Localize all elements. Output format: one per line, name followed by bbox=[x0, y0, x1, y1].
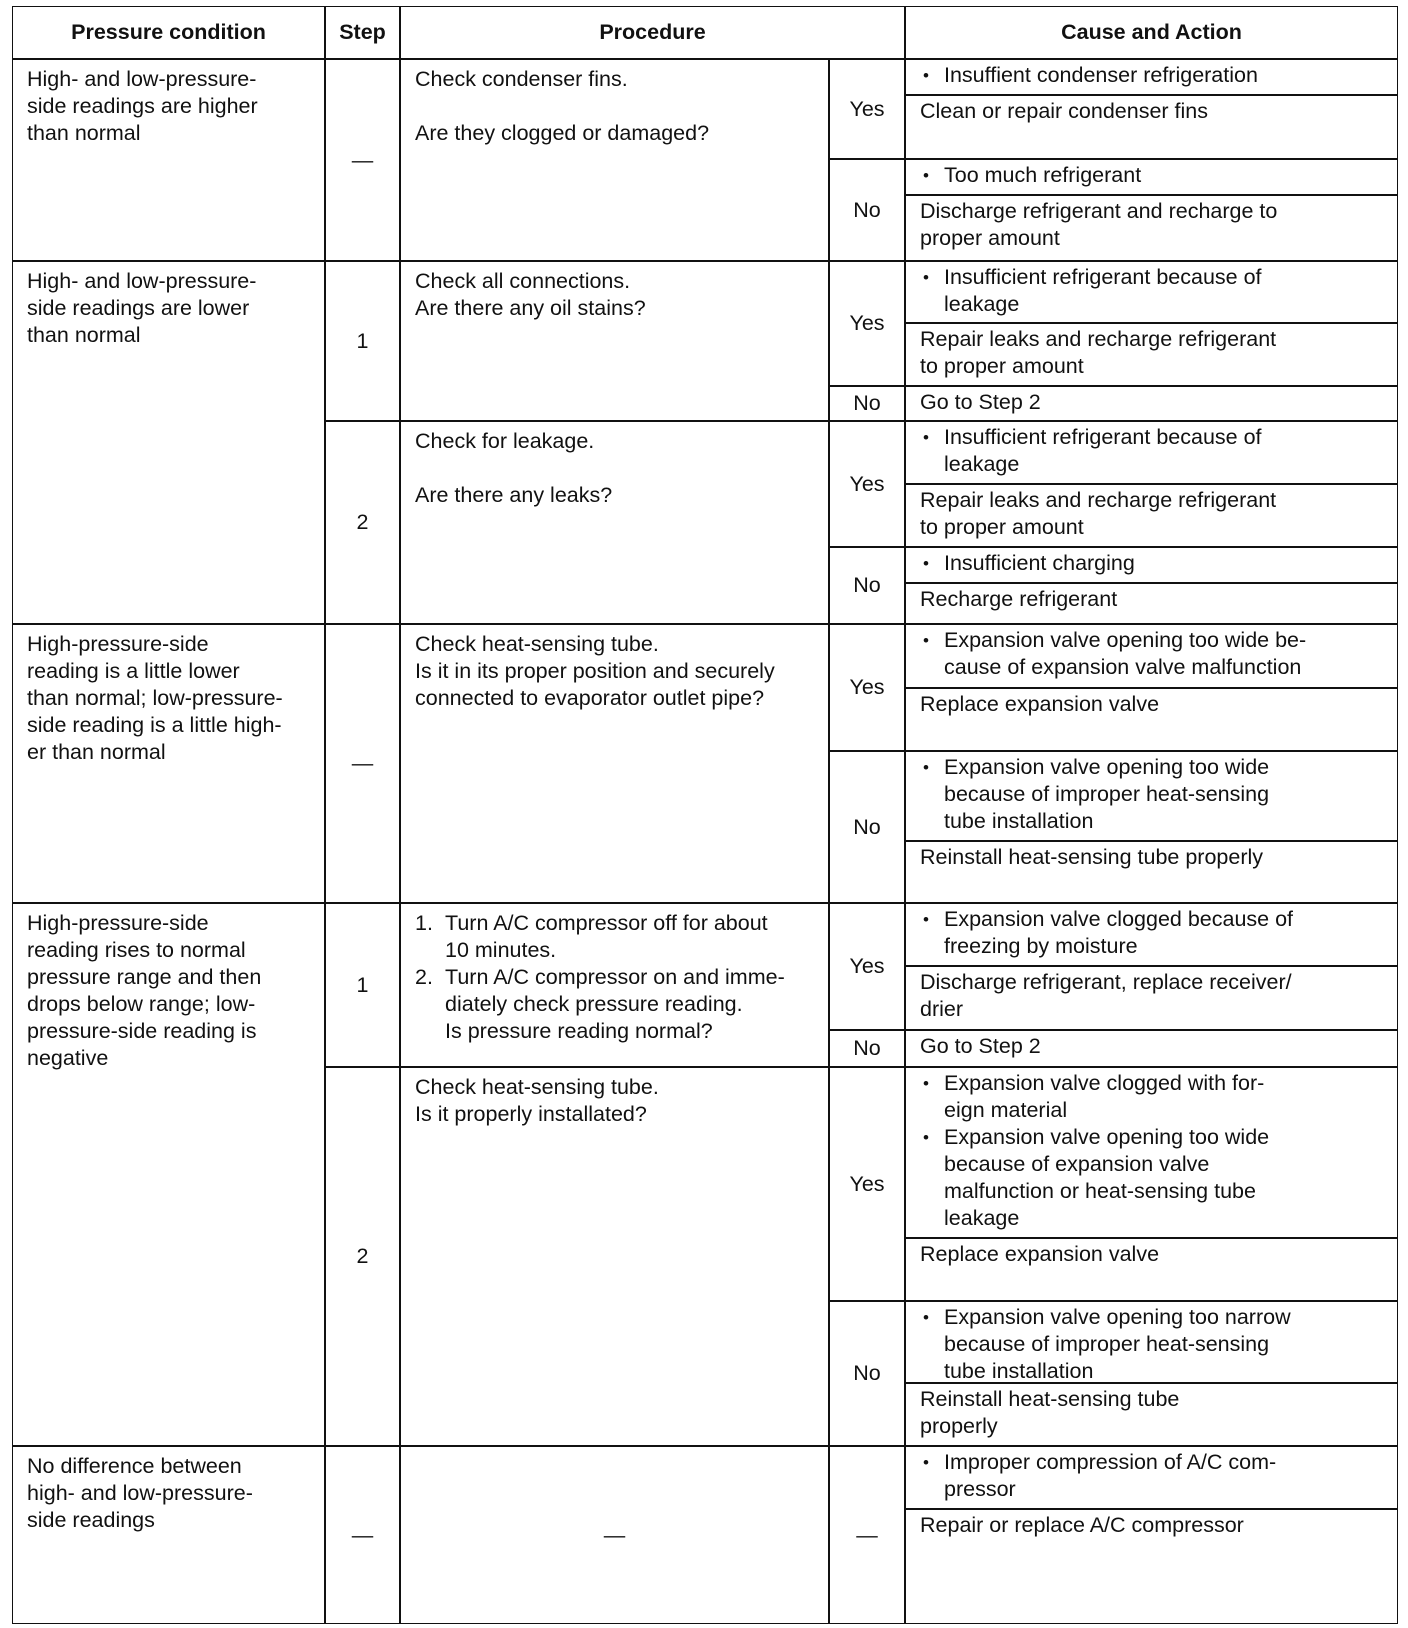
row4-step2-procedure-line: Is it properly installated? bbox=[415, 1102, 647, 1126]
row3-procedure-line: Is it in its proper position and securely bbox=[415, 659, 775, 683]
row4-step1-text: 1 bbox=[356, 972, 369, 997]
header-label: Pressure condition bbox=[71, 20, 266, 44]
row2-step2-yes-action bbox=[905, 484, 1398, 547]
row3-condition-line: High-pressure-side bbox=[27, 632, 209, 656]
row2-condition-line: side readings are lower bbox=[27, 296, 250, 320]
row2-step2-no-text: No bbox=[853, 573, 881, 597]
row2-step1-no-action-line: Go to Step 2 bbox=[920, 390, 1041, 414]
row2-step1-no-text: No bbox=[853, 391, 881, 415]
row2-step2-yes-action-line: Repair leaks and recharge refrigerant bbox=[920, 488, 1277, 512]
row5-action-line: Repair or replace A/C compressor bbox=[920, 1513, 1244, 1537]
row3-condition-line: reading is a little lower bbox=[27, 659, 240, 683]
row5-cause-bullet-line: pressor bbox=[944, 1477, 1016, 1501]
procedure-item bbox=[415, 910, 820, 964]
row1-yes-cause-bullet-line: • Insuffient condenser refrigeration bbox=[944, 63, 1258, 87]
row3-yes-cause bbox=[905, 624, 1398, 688]
row4-step2-yes-cause-bullet-line: • Expansion valve opening too wide bbox=[944, 1125, 1270, 1149]
row4-step2-no-action-line: Reinstall heat-sensing tube bbox=[920, 1387, 1180, 1411]
row5-answer-text: — bbox=[856, 1522, 878, 1547]
row4-condition bbox=[12, 903, 325, 1446]
row5-condition-line: No difference between bbox=[27, 1454, 242, 1478]
row2-step2-no-cause-bullet bbox=[920, 550, 1391, 577]
row1-procedure bbox=[400, 59, 829, 261]
row4-condition-line: negative bbox=[27, 1046, 109, 1070]
row2-step2-procedure-line-spacer bbox=[415, 455, 820, 482]
row4-step2-procedure-line: Check heat-sensing tube. bbox=[415, 1075, 659, 1099]
row1-step bbox=[325, 59, 400, 261]
row4-step2-yes-cause-bullet-line: malfunction or heat-sensing tube bbox=[944, 1179, 1256, 1203]
row2-condition-line: High- and low-pressure- bbox=[27, 269, 257, 293]
row1-condition-line: High- and low-pressure- bbox=[27, 67, 257, 91]
row1-no-cause bbox=[905, 159, 1398, 195]
procedure-item-number: 2. bbox=[415, 965, 433, 989]
row4-step2-yes-action bbox=[905, 1238, 1398, 1301]
row2-step1-no bbox=[829, 386, 905, 421]
row1-no-action-line: Discharge refrigerant and recharge to bbox=[920, 199, 1278, 223]
row1-procedure-line: Check condenser fins. bbox=[415, 67, 628, 91]
row3-condition-line: than normal; low-pressure- bbox=[27, 686, 283, 710]
row3-yes-text: Yes bbox=[849, 675, 885, 699]
row1-procedure-line: Are they clogged or damaged? bbox=[415, 121, 710, 145]
row5-condition bbox=[12, 1446, 325, 1624]
row4-step2-yes-action-line: Replace expansion valve bbox=[920, 1242, 1160, 1266]
row4-step1-yes-cause-bullet bbox=[920, 906, 1391, 960]
row2-step2-no bbox=[829, 547, 905, 624]
row1-no bbox=[829, 159, 905, 261]
row4-step1 bbox=[325, 903, 400, 1067]
row3-no-cause bbox=[905, 751, 1398, 841]
row4-step1-no-action-line: Go to Step 2 bbox=[920, 1034, 1041, 1058]
row1-condition-line: side readings are higher bbox=[27, 94, 258, 118]
row4-step2 bbox=[325, 1067, 400, 1446]
row1-condition bbox=[12, 59, 325, 261]
row4-step2-text: 2 bbox=[356, 1244, 369, 1268]
row1-yes bbox=[829, 59, 905, 159]
row4-step1-yes bbox=[829, 903, 905, 1030]
row3-step-text: — bbox=[351, 751, 374, 775]
row2-step2-procedure-line: Check for leakage. bbox=[415, 429, 595, 453]
row3-condition bbox=[12, 624, 325, 903]
row2-condition-line: than normal bbox=[27, 323, 141, 347]
procedure-item-number: 1. bbox=[415, 911, 433, 935]
row2-step1-yes-action bbox=[905, 323, 1398, 386]
row4-condition-line: pressure-side reading is bbox=[27, 1019, 257, 1043]
row4-step2-yes bbox=[829, 1067, 905, 1301]
row2-step1-yes-action-line: Repair leaks and recharge refrigerant bbox=[920, 327, 1277, 351]
row2-step1 bbox=[325, 261, 400, 421]
row3-no-action-line: Reinstall heat-sensing tube properly bbox=[920, 845, 1264, 869]
row3-procedure bbox=[400, 624, 829, 903]
row3-step bbox=[325, 624, 400, 903]
row4-condition-line: High-pressure-side bbox=[27, 911, 209, 935]
row1-yes-text: Yes bbox=[849, 96, 885, 121]
row2-step1-procedure-line: Check all connections. bbox=[415, 269, 631, 293]
row4-step2-yes-cause-bullet-line: leakage bbox=[944, 1206, 1020, 1230]
row4-step2-yes-cause-bullet bbox=[920, 1070, 1391, 1124]
row5-cause-bullet-line: • Improper compression of A/C com- bbox=[944, 1450, 1277, 1474]
header-label: Cause and Action bbox=[1061, 20, 1242, 44]
row2-step2-procedure bbox=[400, 421, 829, 624]
row3-yes-action bbox=[905, 688, 1398, 751]
row2-step2-yes-cause-bullet bbox=[920, 424, 1391, 478]
row4-step2-yes-cause-bullet bbox=[920, 1124, 1391, 1232]
row3-no-cause-bullet-line: tube installation bbox=[944, 809, 1094, 833]
row4-step2-yes-text: Yes bbox=[849, 1171, 885, 1196]
row2-step2-yes bbox=[829, 421, 905, 547]
row4-condition-line: drops below range; low- bbox=[27, 992, 256, 1016]
row2-step2-no-action-line: Recharge refrigerant bbox=[920, 587, 1118, 611]
row4-step1-no-text: No bbox=[853, 1036, 881, 1060]
row5-answer bbox=[829, 1446, 905, 1624]
procedure-item-line: Turn A/C compressor on and imme- bbox=[445, 965, 785, 989]
row4-step1-yes-action-line: drier bbox=[920, 997, 964, 1021]
row5-cause-bullet bbox=[920, 1449, 1391, 1503]
row4-step1-yes-cause-bullet-line: freezing by moisture bbox=[944, 934, 1138, 958]
row5-procedure bbox=[400, 1446, 829, 1624]
procedure-item-line: 10 minutes. bbox=[445, 938, 557, 962]
row2-step1-procedure-line: Are there any oil stains? bbox=[415, 296, 646, 320]
row2-step2-yes-cause-bullet-line: • Insufficient refrigerant because of bbox=[944, 425, 1262, 449]
header-step bbox=[325, 6, 400, 59]
row2-step2-yes-cause-bullet-line: leakage bbox=[944, 452, 1020, 476]
row4-step1-yes-text: Yes bbox=[849, 954, 885, 978]
row4-condition-line: reading rises to normal bbox=[27, 938, 246, 962]
row2-step1-procedure bbox=[400, 261, 829, 421]
header-pressure-condition bbox=[12, 6, 325, 59]
row4-step2-no-action bbox=[905, 1383, 1398, 1446]
row1-no-text: No bbox=[853, 197, 881, 222]
row2-step2-no-cause bbox=[905, 547, 1398, 583]
row2-step1-yes-cause-bullet-line: leakage bbox=[944, 292, 1020, 316]
procedure-item bbox=[415, 964, 820, 1045]
row2-step1-yes bbox=[829, 261, 905, 386]
row2-step1-text: 1 bbox=[356, 328, 369, 353]
row2-step2-text: 2 bbox=[356, 510, 369, 534]
row4-step2-no bbox=[829, 1301, 905, 1446]
header-cause-action bbox=[905, 6, 1398, 59]
row4-step1-yes-cause-bullet-line: • Expansion valve clogged because of bbox=[944, 907, 1294, 931]
row5-cause bbox=[905, 1446, 1398, 1509]
row2-step2-procedure-line: Are there any leaks? bbox=[415, 483, 613, 507]
row3-condition-line: er than normal bbox=[27, 740, 166, 764]
procedure-item-line: diately check pressure reading. bbox=[445, 992, 743, 1016]
row4-condition-line: pressure range and then bbox=[27, 965, 262, 989]
row2-step1-no-action bbox=[905, 386, 1398, 421]
row3-condition-line: side reading is a little high- bbox=[27, 713, 282, 737]
row4-step1-procedure bbox=[400, 903, 829, 1067]
row2-step2-no-action bbox=[905, 583, 1398, 624]
row3-procedure-line: connected to evaporator outlet pipe? bbox=[415, 686, 765, 710]
row4-step1-yes-action bbox=[905, 966, 1398, 1030]
procedure-item-line: Is pressure reading normal? bbox=[445, 1019, 713, 1043]
row1-yes-cause-bullet bbox=[920, 62, 1391, 89]
row3-no-action bbox=[905, 841, 1398, 903]
row1-no-action-line: proper amount bbox=[920, 226, 1060, 250]
row2-step1-yes-text: Yes bbox=[849, 311, 885, 335]
row3-yes-action-line: Replace expansion valve bbox=[920, 692, 1160, 716]
row1-procedure-line-spacer bbox=[415, 93, 820, 120]
row2-step1-yes-cause bbox=[905, 261, 1398, 323]
row2-condition bbox=[12, 261, 325, 624]
row4-step2-procedure bbox=[400, 1067, 829, 1446]
row4-step2-yes-cause-bullet-line: • Expansion valve clogged with for- bbox=[944, 1071, 1265, 1095]
row1-condition-line: than normal bbox=[27, 121, 141, 145]
row3-no-text: No bbox=[853, 814, 881, 839]
row3-yes bbox=[829, 624, 905, 751]
row3-no-cause-bullet-line: • Expansion valve opening too wide bbox=[944, 755, 1270, 779]
header-procedure bbox=[400, 6, 905, 59]
header-label: Step bbox=[339, 20, 386, 44]
row1-yes-action bbox=[905, 95, 1398, 159]
row3-yes-cause-bullet bbox=[920, 627, 1391, 681]
row3-yes-cause-bullet-line: • Expansion valve opening too wide be- bbox=[944, 628, 1307, 652]
row4-step2-no-cause-bullet-line: tube installation bbox=[944, 1359, 1094, 1383]
row2-step2-no-cause-bullet-line: • Insufficient charging bbox=[944, 551, 1135, 575]
row2-step1-yes-cause-bullet bbox=[920, 264, 1391, 318]
diagnosis-table bbox=[12, 6, 1398, 1624]
row4-step1-yes-action-line: Discharge refrigerant, replace receiver/ bbox=[920, 970, 1292, 994]
row4-step1-yes-cause bbox=[905, 903, 1398, 966]
row4-step2-yes-cause-bullet-line: because of expansion valve bbox=[944, 1152, 1210, 1176]
row5-action bbox=[905, 1509, 1398, 1624]
row2-step2-yes-action-line: to proper amount bbox=[920, 515, 1084, 539]
row2-step1-yes-action-line: to proper amount bbox=[920, 354, 1084, 378]
row4-step2-no-text: No bbox=[853, 1361, 881, 1385]
row4-step2-yes-cause-bullet-line: eign material bbox=[944, 1098, 1068, 1122]
procedure-item-line: Turn A/C compressor off for about bbox=[445, 911, 768, 935]
row5-step-text: — bbox=[351, 1522, 374, 1547]
row4-step2-no-cause bbox=[905, 1301, 1398, 1383]
row4-step2-yes-cause bbox=[905, 1067, 1398, 1238]
row1-no-cause-bullet-line: • Too much refrigerant bbox=[944, 163, 1142, 187]
row1-yes-action-line: Clean or repair condenser fins bbox=[920, 99, 1209, 123]
row5-condition-line: side readings bbox=[27, 1508, 155, 1532]
row2-step2-yes-cause bbox=[905, 421, 1398, 484]
header-label: Procedure bbox=[599, 20, 706, 44]
row4-step2-no-action-line: properly bbox=[920, 1414, 998, 1438]
row4-step2-no-cause-bullet-line: because of improper heat-sensing bbox=[944, 1332, 1270, 1356]
row1-no-action bbox=[905, 195, 1398, 261]
row2-step2 bbox=[325, 421, 400, 624]
row2-step2-yes-text: Yes bbox=[849, 471, 885, 496]
row1-step-text: — bbox=[351, 147, 374, 172]
row2-step1-yes-cause-bullet-line: • Insufficient refrigerant because of bbox=[944, 265, 1262, 289]
row4-step1-no-action bbox=[905, 1030, 1398, 1067]
row3-no bbox=[829, 751, 905, 903]
row1-no-cause-bullet bbox=[920, 162, 1391, 189]
row5-procedure-text: — bbox=[603, 1522, 626, 1547]
row5-step bbox=[325, 1446, 400, 1624]
row1-yes-cause bbox=[905, 59, 1398, 95]
row3-no-cause-bullet-line: because of improper heat-sensing bbox=[944, 782, 1270, 806]
row4-step1-no bbox=[829, 1030, 905, 1067]
row3-procedure-line: Check heat-sensing tube. bbox=[415, 632, 659, 656]
row5-condition-line: high- and low-pressure- bbox=[27, 1481, 253, 1505]
row4-step2-no-cause-bullet-line: • Expansion valve opening too narrow bbox=[944, 1305, 1291, 1329]
row3-no-cause-bullet bbox=[920, 754, 1391, 835]
row3-yes-cause-bullet-line: cause of expansion valve malfunction bbox=[944, 655, 1302, 679]
row4-step2-no-cause-bullet bbox=[920, 1304, 1391, 1383]
